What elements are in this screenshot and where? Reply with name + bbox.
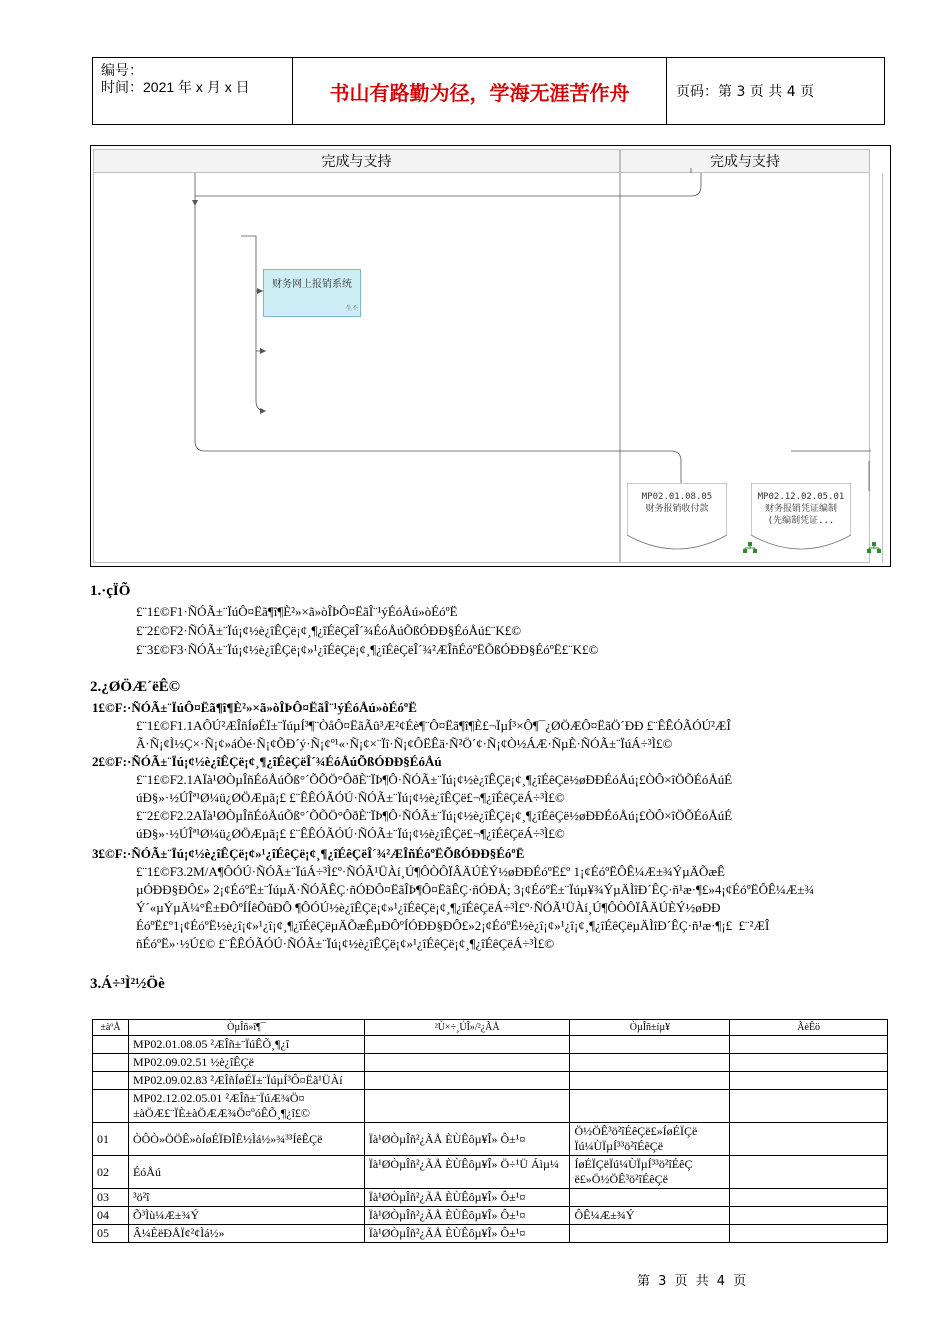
control-heading: 3£©F:·ÑÓÃ±¨Ïú¡¢½è¿îÊÇë¡¢»¹¿îÉêÇë¡¢¸¶¿îÉêÇëÎ´¾²ÆÎñÉóºËÕßÓÐÐ§ÉóºË <box>92 846 525 861</box>
link-node-voucher-code: MP02.12.02.05.01 <box>757 492 845 502</box>
cell-activity: ÒÔÒ»ÖÖÊ»òÍøÉÏÐÎÊ½Ìá½»¾³³ÍêÊÇë <box>128 1123 364 1156</box>
cell-no: 01 <box>93 1123 129 1156</box>
risk-line: £¨3£©F3·ÑÓÃ±¨Ïú¡¢½è¿îÊÇë¡¢»¹¿îÉêÇë¡¢¸¶¿îÉêÇëÎ´¾²ÆÎñÉóºËÕßÓÐÐ§ÉóºË£¨K£© <box>136 642 599 657</box>
page-footer: 第 3 页 共 4 页 <box>637 1274 747 1289</box>
cell-no <box>93 1090 129 1123</box>
control-line: £¨1£©F2.1AÏà¹ØÒµÎñÉóÅúÕß°´ÕÕÖ°ÔðÈ¨ÏÞ¶Ô·ÑÓÃ±¨Ïú¡¢½è¿îÊÇë¡¢¸¶¿îÉêÇë½øÐÐÉóÅú¡£ÒÔ×îÖÕÉóÅúÉ <box>136 772 733 787</box>
org-chart-icon <box>743 542 757 554</box>
link-node-payment-title: 财务报销收付款 <box>645 504 709 514</box>
control-line: Ý´«µÝµÄ¼°Ê±ÐÔºÍÍêÕûÐÔ ¶ÔÓÚ½è¿îÊÇë¡¢»¹¿îÉêÇë¡¢¸¶¿îÉêÇëÁ÷³Ì£º·ÑÓÃ¹ÜÀí¸Ú¶ÔÒÔÏÂÄÚÈÝ½øÐÐ <box>136 900 721 915</box>
process-box-online-reimbursement[interactable] <box>263 269 361 317</box>
cell-role <box>364 1090 570 1123</box>
link-node-voucher-title: 财务报销凭证编制 <box>764 504 837 514</box>
link-node-payment[interactable] <box>627 483 727 561</box>
cell-form <box>570 1225 730 1243</box>
cell-desc <box>730 1225 888 1243</box>
cell-desc <box>730 1072 888 1090</box>
cell-form <box>570 1090 730 1123</box>
control-heading: 2£©F:·ÑÓÃ±¨Ïú¡¢½è¿îÊÇë¡¢¸¶¿îÉêÇëÎ´¾ÉóÅúÕßÓÐÐ§ÉóÅú <box>92 754 442 769</box>
flowchart <box>90 145 891 567</box>
cell-no <box>93 1072 129 1090</box>
page-header <box>92 57 885 125</box>
cell-activity: MP02.09.02.51 ½è¿îÊÇë <box>128 1054 364 1072</box>
header-page-info: 页码：第 3 页 共 4 页 <box>676 84 815 100</box>
link-node-voucher-note: (先编制凭证... <box>767 516 835 526</box>
cell-desc <box>730 1156 888 1189</box>
link-node-voucher[interactable] <box>751 483 851 561</box>
cell-no <box>93 1036 129 1054</box>
cell-form <box>570 1054 730 1072</box>
lane-header-1: 完成与支持 <box>93 149 620 173</box>
cell-form <box>570 1036 730 1054</box>
cell-no: 05 <box>93 1225 129 1243</box>
cell-role <box>364 1054 570 1072</box>
col-header-no: ±àºÅ <box>93 1020 129 1036</box>
table-row <box>93 1207 888 1225</box>
cell-activity: MP02.09.02.83 ²ÆÎñÍøÉÏ±¨ÏúµÍ³Ô¤Ëã¹ÜÀí <box>128 1072 364 1090</box>
section-control-title: 2.¿ØÖÆ´ëÊ© <box>90 679 180 695</box>
cell-role <box>364 1072 570 1090</box>
link-node-payment-code: MP02.01.08.05 <box>641 492 713 502</box>
cell-role: Ïà¹ØÒµÎñ²¿ÃÅ ÈÙÊôµ¥Î» Ô±¹¤ <box>364 1189 570 1207</box>
table-row <box>93 1072 888 1090</box>
cell-no: 02 <box>93 1156 129 1189</box>
org-chart-icon <box>867 542 881 554</box>
cell-role: Ïà¹ØÒµÎñ²¿ÃÅ ÈÙÊôµ¥Î» Ô±¹¤ <box>364 1123 570 1156</box>
cell-role: Ïà¹ØÒµÎñ²¿ÃÅ ÈÙÊôµ¥Î» Ô±¹¤ <box>364 1225 570 1243</box>
table-row <box>93 1123 888 1156</box>
cell-no: 04 <box>93 1207 129 1225</box>
table-row <box>93 1090 888 1123</box>
cell-role: Ïà¹ØÒµÎñ²¿ÃÅ ÈÙÊôµ¥Î» Ô±¹¤ <box>364 1207 570 1225</box>
cell-activity: MP02.12.02.05.01 ²ÆÎñ±¨ÏúÆ¾Ö¤±àÖÆ£¨ÏÈ±àÖÆÆ¾Ö¤ºóÊÕ¸¶¿î£© <box>128 1090 364 1123</box>
cell-form <box>570 1072 730 1090</box>
section-steps-title: 3.Á÷³Ì²½Öè <box>90 976 165 992</box>
cell-no: 03 <box>93 1189 129 1207</box>
col-header-activity: ÒµÎñ»î¶¯ <box>128 1020 364 1036</box>
control-line: ñÉóºË»·½Ú£© £¨ÊÊÓÃÓÚ·ÑÓÃ±¨Ïú¡¢½è¿îÊÇë¡¢»¹¿îÉêÇë¡¢¸¶¿îÉêÇëÁ÷³Ì£© <box>136 936 555 951</box>
cell-form: ÔÊ¼Æ±¾Ý <box>570 1207 730 1225</box>
process-box-tag: 生不 <box>345 305 358 312</box>
code-label: 编号： <box>101 62 143 78</box>
table-header-row <box>93 1020 888 1036</box>
control-line: úÐ§»·½ÚÎª¹Ø¼ü¿ØÖÆµã¡£ £¨ÊÊÓÃÓÚ·ÑÓÃ±¨Ïú¡¢½è¿îÊÇë£¬¶¿îÉêÇëÁ÷³Ì£© <box>136 790 565 805</box>
col-header-role: ²Ù×÷¸ÚÎ»/²¿ÃÅ <box>364 1020 570 1036</box>
control-heading: 1£©F:·ÑÓÃ±¨ÏúÔ¤Ëã¶î¶È²»×ã»òÎÞÔ¤ËãÎ¨¹ýÉóÅú»òÉóºË <box>92 700 417 715</box>
control-line: ÉóºË£º1¡¢ÉóºË½è¿î¡¢»¹¿î¡¢¸¶¿îÉêÇëµÄÕæÊµÐÔºÍÓÐÐ§ÐÔ£»2¡¢ÉóºË½è¿î¡¢»¹¿î¡¢¸¶¿îÉêÇëµÄÌîÐ´ÊÇ·ñ¹æ·¶¡£ £¨²ÆÎ <box>136 918 770 933</box>
control-line: Ã·Ñ¡¢Ì½Ç×·Ñ¡¢»áÒé·Ñ¡¢ÕÐ´ý·Ñ¡¢º¹«·Ñ¡¢×¨Ïî·Ñ¡¢ÔËÊä·Ñ²Ö´¢·Ñ¡¢Ò½ÁÆ·ÑµÈ·ÑÓÃ±¨ÏúÁ÷³Ì£© <box>136 736 673 751</box>
control-line: µÓÐÐ§ÐÔ£» 2¡¢ÉóºË±¨ÏúµÄ·ÑÓÃÊÇ·ñÓÐÔ¤ËãÎÞ¶Ô¤ËãÊÇ·ñÓÐÅ; 3¡¢ÉóºË±¨Ïúµ¥¾ÝµÄÌîÐ´ÊÇ·ñ¹æ·¶£»4¡¢ÉóºËÔÊ¼Æ±¾ <box>136 882 815 897</box>
cell-role: Ïà¹ØÒµÎñ²¿ÃÅ ÈÙÊôµ¥Î» Ö÷¹Ü Áìµ¼ <box>364 1156 570 1189</box>
process-box-label: 财务网上报销系统 <box>272 279 352 290</box>
control-line: £¨1£©F3.2M/A¶ÔÓÚ·ÑÓÃ±¨ÏúÁ÷³Ì£º·ÑÓÃ¹ÜÀí¸Ú¶ÔÒÔÏÂÄÚÈÝ½øÐÐÉóºË£º 1¡¢ÉóºËÔÊ¼Æ±¾ÝµÄÕæÊ <box>136 864 725 879</box>
col-header-form: ÒµÎñ±íµ¥ <box>570 1020 730 1036</box>
cell-desc <box>730 1207 888 1225</box>
control-line: £¨1£©F1.1AÔÚ²ÆÎñÍøÉÏ±¨ÏúµÍ³¶¨ÒåÔ¤ËãÃû³Æ²¢Éè¶¨Ô¤Ëã¶î¶È£¬ÏµÍ³×Ô¶¯¿ØÖÆÔ¤ËãÖ´ÐÐ £¨ÊÊÓÃÓÚ²ÆÎ <box>136 718 731 733</box>
table-row <box>93 1189 888 1207</box>
section-risk-title: 1.·çÏÕ <box>90 583 131 599</box>
cell-desc <box>730 1036 888 1054</box>
control-line: £¨2£©F2.2AÏà¹ØÒµÎñÉóÅúÕß°´ÕÕÖ°ÔðÈ¨ÏÞ¶Ô·ÑÓÃ±¨Ïú¡¢½è¿îÊÇë¡¢¸¶¿îÉêÇë½øÐÐÉóÅú¡£ÒÔ×îÖÕÉóÅúÉ <box>136 808 733 823</box>
header-motto: 书山有路勤为径，学海无涯苦作舟 <box>293 58 667 124</box>
cell-desc <box>730 1189 888 1207</box>
col-header-desc: ÃèÊö <box>730 1020 888 1036</box>
cell-activity: ³ö²î <box>128 1189 364 1207</box>
cell-activity: Õ³Ìù¼Æ±¾Ý <box>128 1207 364 1225</box>
cell-role <box>364 1036 570 1054</box>
cell-form: ÍøÉÏÇëÏú¼ÙÏµÍ³³ö²îÉêÇ ë£»Ö½ÖÊ³ö²îÉêÇë <box>570 1156 730 1189</box>
lane-header-2: 完成与支持 <box>620 149 870 173</box>
table-row <box>93 1156 888 1189</box>
time-label: 时间：2021 年 x 月 x 日 <box>101 79 250 95</box>
table-row <box>93 1225 888 1243</box>
risk-line: £¨2£©F2·ÑÓÃ±¨Ïú¡¢½è¿îÊÇë¡¢¸¶¿îÉêÇëÎ´¾ÉóÅúÕßÓÐÐ§ÉóÅú£¨K£© <box>136 623 522 638</box>
process-steps-table <box>92 1019 888 1243</box>
cell-form: Ö½ÖÊ³ö²îÉêÇë£»ÍøÉÏÇë Ïú¼ÙÏµÍ³³ö²îÉêÇë <box>570 1123 730 1156</box>
header-meta <box>93 58 293 124</box>
table-row <box>93 1054 888 1072</box>
cell-desc <box>730 1054 888 1072</box>
cell-no <box>93 1054 129 1072</box>
table-row <box>93 1036 888 1054</box>
cell-activity: Â¼ÈëÐÅÏ¢²¢Ìá½» <box>128 1225 364 1243</box>
cell-desc <box>730 1090 888 1123</box>
control-line: úÐ§»·½ÚÎª¹Ø¼ü¿ØÖÆµã¡£ £¨ÊÊÓÃÓÚ·ÑÓÃ±¨Ïú¡¢½è¿îÊÇë£¬¶¿îÉêÇëÁ÷³Ì£© <box>136 826 565 841</box>
cell-desc <box>730 1123 888 1156</box>
risk-line: £¨1£©F1·ÑÓÃ±¨ÏúÔ¤Ëã¶î¶È²»×ã»òÎÞÔ¤ËãÎ¨¹ýÉóÅú»òÉóºË <box>136 604 458 619</box>
cell-activity: MP02.01.08.05 ²ÆÎñ±¨ÏúÊÕ¸¶¿î <box>128 1036 364 1054</box>
cell-form <box>570 1189 730 1207</box>
cell-activity: ÉóÅú <box>128 1156 364 1189</box>
